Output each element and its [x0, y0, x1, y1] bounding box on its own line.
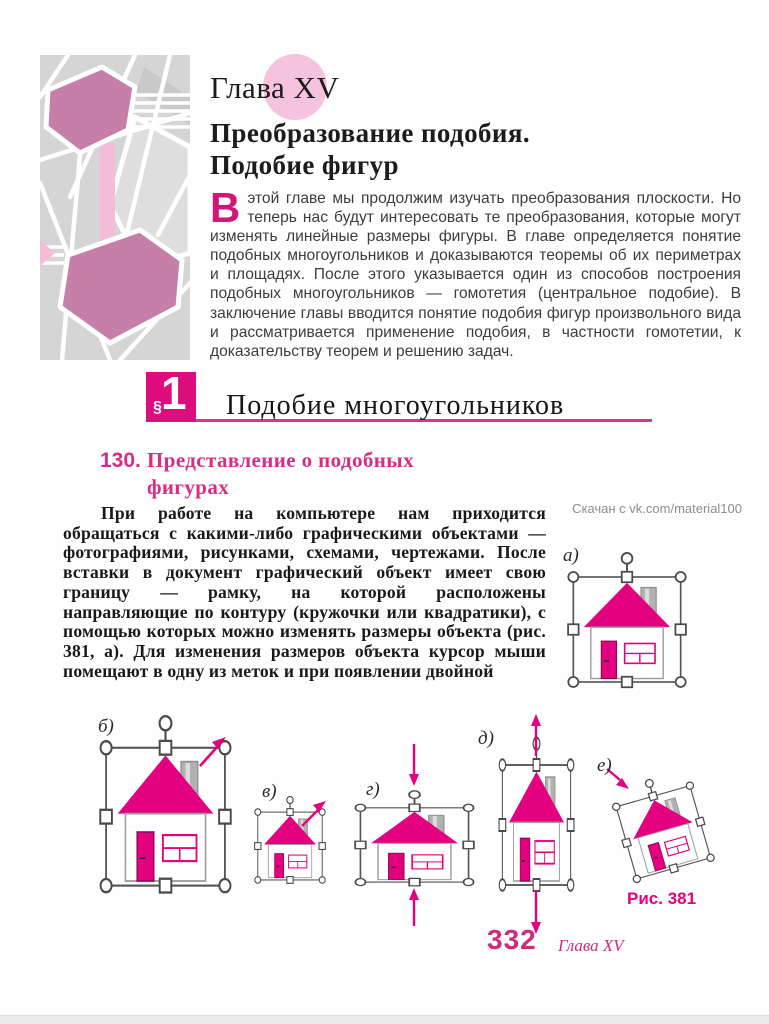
chapter-intro-paragraph [210, 184, 741, 361]
footer-chapter-label: Глава XV [558, 936, 624, 955]
stretch-arrow-up-icon [526, 712, 546, 758]
bottom-edge-strip [0, 1015, 769, 1024]
drop-cap: В [210, 184, 241, 231]
chapter-title-line2: Подобие фигур [210, 150, 399, 180]
section-number: 1 [161, 367, 187, 419]
page-number: 332 [487, 924, 537, 955]
chapter-title-line1: Преобразование подобия. [210, 118, 531, 148]
section-number-box [146, 367, 196, 422]
figure-label-v: в) [262, 781, 277, 802]
figure-label-e: е) [597, 755, 612, 776]
watermark-text: Скачан с vk.com/material100 [572, 501, 742, 516]
subsection-number: 130. [100, 449, 141, 472]
figure-house-d [492, 733, 581, 901]
body-paragraph-text: При работе на компьютере нам приходится обращаться с какими-либо графическими объектами — фотографиями, рисунками, схемами, чертежами. После вставки в документ графический объект имеет свою границу — рамку, на которой расположены направляющие по контуру (кружочки или квадратики), с помощью которых можно изменять размеры объекта (рис. 381, а). Для изменения размеров объекта курсор мыши помещают в одну из меток и при появлении двойной [63, 503, 546, 681]
body-paragraph [63, 504, 546, 681]
compress-arrow-down-icon [404, 742, 424, 788]
figure-caption: Рис. 381 [627, 889, 697, 908]
subsection-title: Представление о подобных фигурах [147, 448, 414, 499]
resize-arrow-icon [296, 796, 332, 832]
figure-house-a [557, 549, 697, 696]
chapter-label: Глава XV [210, 70, 340, 105]
compress-arrow-up-icon [404, 886, 424, 928]
subsection-heading [100, 447, 477, 501]
paragraph-sign: § [153, 399, 162, 416]
figure-label-g: г) [366, 779, 380, 800]
chapter-art-image [40, 55, 190, 360]
figure-label-b: б) [98, 716, 114, 737]
figure-label-a: а) [563, 545, 579, 566]
resize-arrow-icon [192, 730, 234, 770]
chapter-title [210, 117, 530, 181]
intro-text: этой главе мы продолжим изучать преобразования плоскости. Но теперь нас будут интересовать те преобразования, которые могут изменять линейные размеры фигуры. В главе определяется понятие подобных многоугольников и доказываются теоремы об их периметрах и площадях. После этого указывается один из способов построения подобных многоугольников — гомотетия (центральное подобие). В заключение главы вводится понятие подобия фигур произвольного вида и рассматривается применение подобия, в частности гомотетии, к доказательству теорем и решению задач. [210, 190, 741, 360]
section-title: Подобие многоугольников [226, 390, 565, 421]
figure-house-g [344, 788, 485, 892]
figure-label-d: д) [478, 728, 494, 749]
